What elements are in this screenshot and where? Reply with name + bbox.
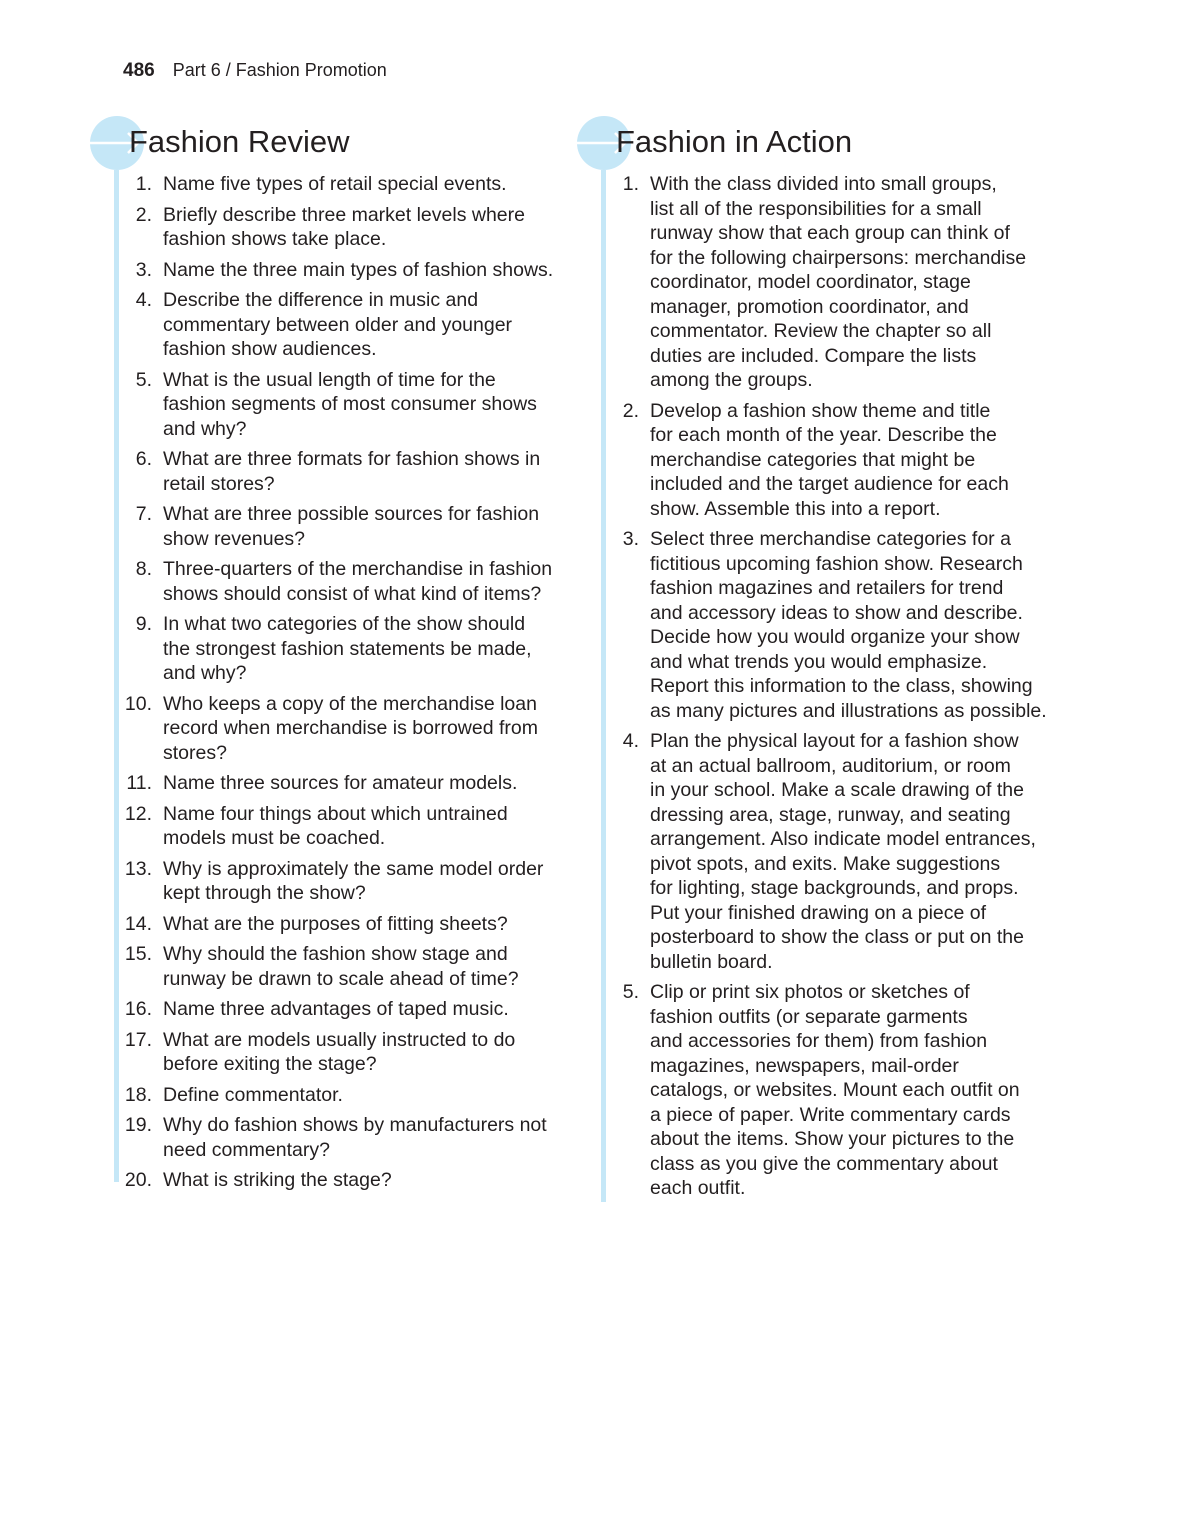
item-number: 7. xyxy=(135,503,152,525)
list-item xyxy=(123,1028,593,1077)
item-text: Name four things about which untrained models must be coached. xyxy=(163,802,508,849)
list-item xyxy=(123,502,593,551)
item-number: 4. xyxy=(135,289,152,311)
item-text: In what two categories of the show should the strongest fashion statements be made, and why? xyxy=(163,613,532,684)
list-item xyxy=(610,399,1080,522)
list-item xyxy=(123,997,593,1022)
item-text: Develop a fashion show theme and title for each month of the year. Describe the merchandise categories that might be included and the target audience for each show. Assemble this into a report. xyxy=(650,399,1009,520)
list-item xyxy=(610,729,1080,974)
item-text: With the class divided into small groups, list all of the responsibilities for a small runway show that each group can think of for the following chairpersons: merchandise coordinator, model coordinator, stage manager, promotion coordinator, and commentator. Review the chapter so all duties are included. Compare the lists among the groups. xyxy=(650,173,1027,391)
item-text: Define commentator. xyxy=(163,1083,343,1106)
page-number: 486 xyxy=(123,60,155,81)
item-number: 1. xyxy=(622,173,639,195)
item-number: 14. xyxy=(124,912,152,935)
list-item xyxy=(123,802,593,851)
list-item xyxy=(123,368,593,442)
item-number: 16. xyxy=(124,998,152,1020)
item-number: 18. xyxy=(124,1083,152,1106)
list-item xyxy=(123,942,593,991)
list-item xyxy=(123,557,593,606)
item-number: 4. xyxy=(622,730,639,752)
list-item xyxy=(610,980,1080,1201)
item-number: 13. xyxy=(124,857,152,880)
activity-list xyxy=(610,172,1080,1207)
item-number: 3. xyxy=(135,258,152,281)
list-item xyxy=(610,172,1080,393)
item-number: 1. xyxy=(135,173,152,195)
running-header xyxy=(123,60,387,82)
item-text: Select three merchandise categories for a fictitious upcoming fashion show. Research fashion magazines and retailers for trend and accessory ideas to show and describe. Decide how you would organize your show and what trends you would emphasize. Report this information to the class, showing as many pictures and illustrations as possible. xyxy=(650,528,1047,722)
list-item xyxy=(123,912,593,937)
list-item xyxy=(123,203,593,252)
item-text: Three-quarters of the merchandise in fashion shows should consist of what kind of items? xyxy=(163,558,553,605)
item-text: Describe the difference in music and commentary between older and younger fashion show audiences. xyxy=(163,289,513,360)
item-number: 2. xyxy=(135,203,152,226)
item-number: 9. xyxy=(135,613,152,635)
item-number: 3. xyxy=(622,528,639,550)
item-text: What are the purposes of fitting sheets? xyxy=(163,912,508,935)
list-item xyxy=(123,612,593,686)
item-number: 8. xyxy=(135,558,152,580)
item-text: Who keeps a copy of the merchandise loan record when merchandise is borrowed from stores? xyxy=(163,692,538,764)
item-text: Why should the fashion show stage and runway be drawn to scale ahead of time? xyxy=(163,943,519,990)
item-number: 5. xyxy=(135,368,152,391)
item-text: Why do fashion shows by manufacturers not need commentary? xyxy=(163,1114,547,1161)
list-item xyxy=(123,1083,593,1108)
list-item xyxy=(123,288,593,362)
list-item xyxy=(123,258,593,283)
list-item xyxy=(123,1168,593,1193)
list-item xyxy=(123,172,593,197)
item-text: Name three advantages of taped music. xyxy=(163,998,509,1020)
item-text: Why is approximately the same model order kept through the show? xyxy=(163,857,544,904)
section-heading: Fashion Review xyxy=(129,124,350,159)
item-text: What is striking the stage? xyxy=(163,1169,392,1191)
section-rule xyxy=(114,170,119,1182)
item-text: What are models usually instructed to do before exiting the stage? xyxy=(163,1028,516,1075)
item-number: 12. xyxy=(124,802,152,825)
item-number: 11. xyxy=(126,772,152,794)
item-text: Clip or print six photos or sketches of fashion outfits (or separate garments and accessories for them) from fashion magazines, newspapers, mail-order catalogs, or websites. Mount each outfit on a piece of paper. Write commentary cards about the items. Show your pictures to the class as you give the commentary about each outfit. xyxy=(650,981,1020,1199)
list-item xyxy=(123,692,593,766)
list-item xyxy=(123,857,593,906)
item-text: Plan the physical layout for a fashion show at an actual ballroom, auditorium, or room in your school. Make a scale drawing of the dressing area, stage, runway, and seating arrangement. Also indicate model entrances, pivot spots, and exits. Make suggestions for lighting, stage backgrounds, and props. Put your finished drawing on a piece of posterboard to show the class or put on the bulletin board. xyxy=(650,730,1036,973)
item-text: Name the three main types of fashion shows. xyxy=(163,258,554,281)
list-item xyxy=(123,771,593,796)
item-text: Name three sources for amateur models. xyxy=(163,772,518,794)
item-number: 5. xyxy=(622,981,639,1003)
review-question-list xyxy=(123,172,593,1199)
item-number: 20. xyxy=(124,1169,152,1191)
section-title: Part 6 / Fashion Promotion xyxy=(172,60,387,80)
item-number: 2. xyxy=(622,399,639,422)
item-number: 19. xyxy=(124,1114,152,1136)
item-number: 15. xyxy=(124,943,152,965)
list-item xyxy=(123,447,593,496)
item-text: What are three possible sources for fashion show revenues? xyxy=(163,503,540,550)
item-text: Briefly describe three market levels where fashion shows take place. xyxy=(163,203,525,250)
item-number: 6. xyxy=(135,448,152,470)
item-text: What is the usual length of time for the fashion segments of most consumer shows and why? xyxy=(163,368,537,440)
item-text: What are three formats for fashion shows in retail stores? xyxy=(163,448,541,495)
list-item xyxy=(610,527,1080,723)
item-number: 10. xyxy=(124,692,152,715)
section-rule xyxy=(601,170,606,1202)
item-text: Name five types of retail special events. xyxy=(163,173,507,195)
item-number: 17. xyxy=(124,1028,152,1051)
list-item xyxy=(123,1113,593,1162)
section-heading: Fashion in Action xyxy=(616,124,853,159)
